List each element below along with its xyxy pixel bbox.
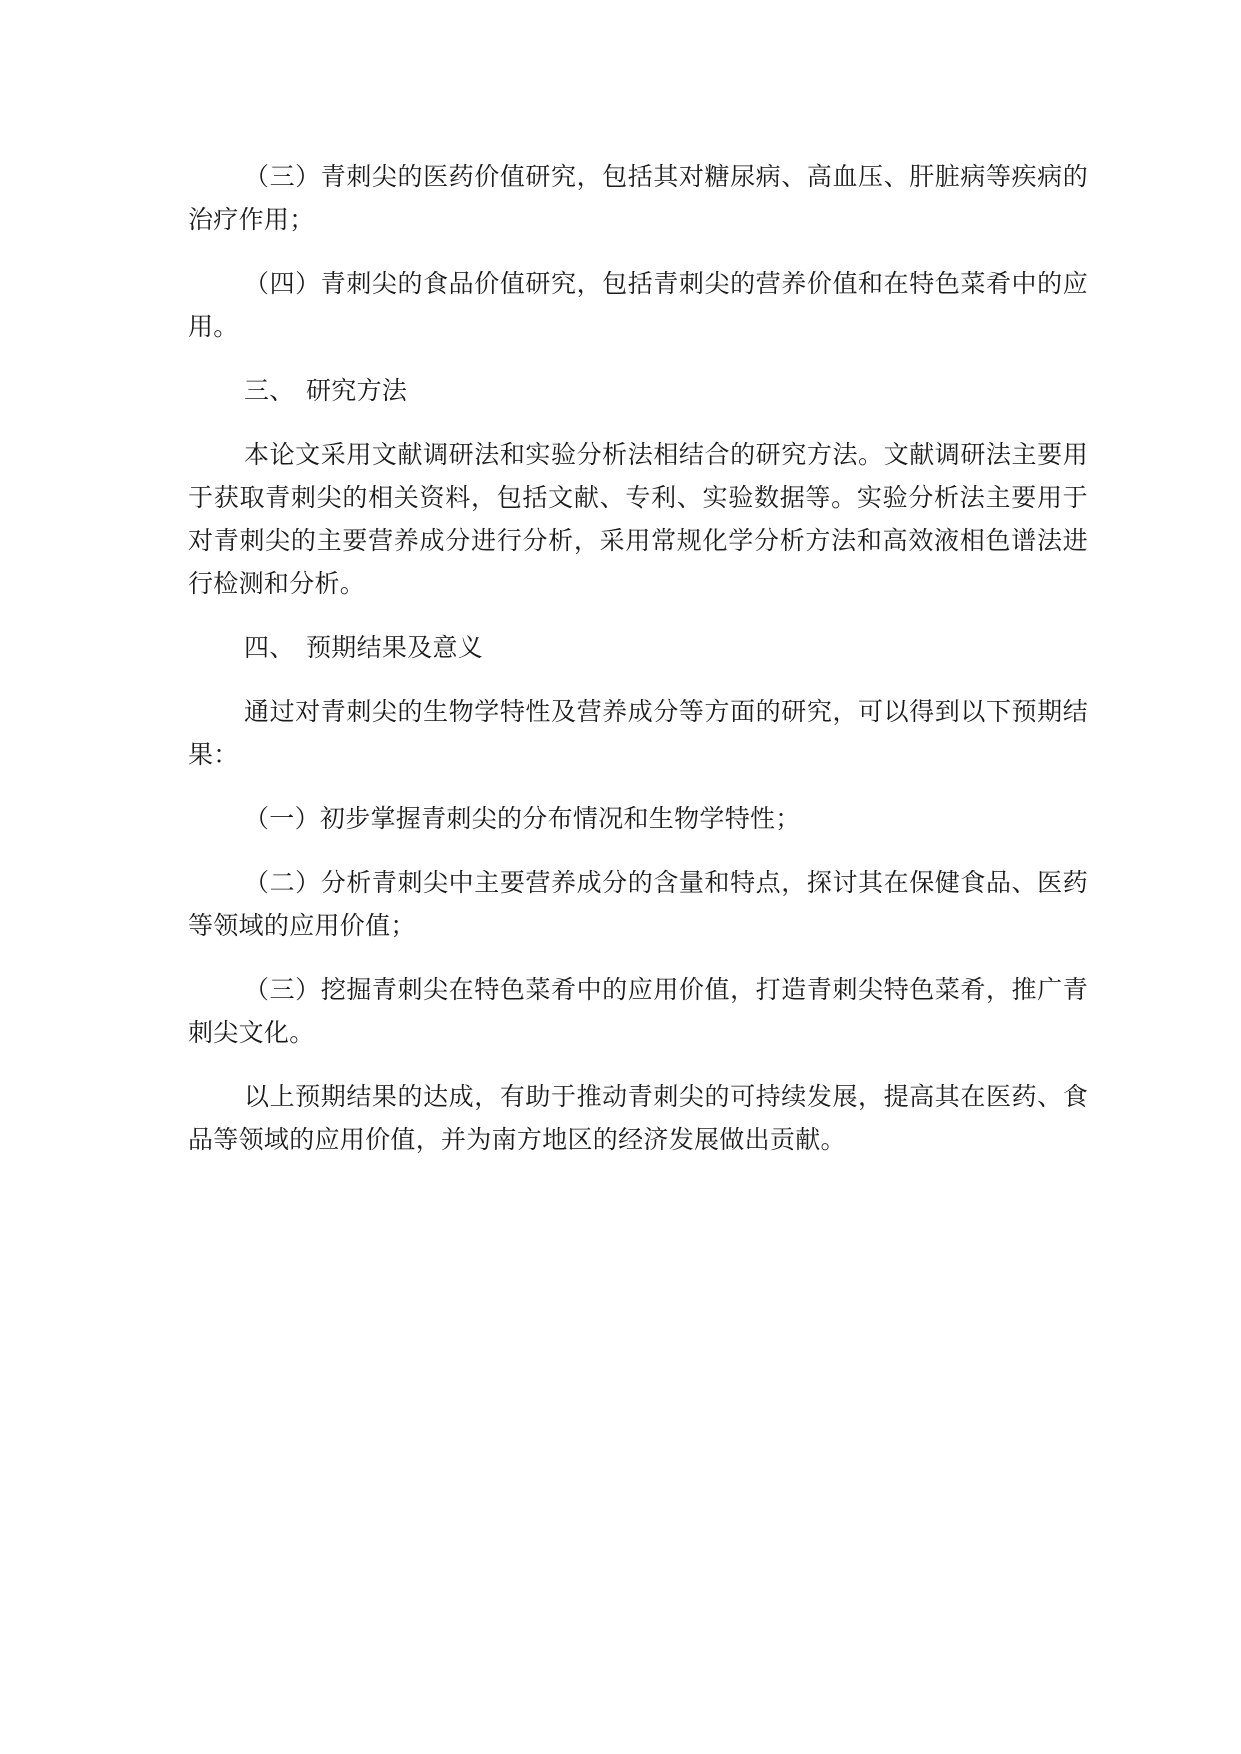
paragraph-results-intro: 通过对青刺尖的生物学特性及营养成分等方面的研究，可以得到以下预期结果： [188, 697, 1088, 769]
paragraph-food-value: （四）青刺尖的食品价值研究，包括青刺尖的营养价值和在特色菜肴中的应用。 [188, 269, 1088, 341]
paragraph-result-two: （二）分析青刺尖中主要营养成分的含量和特点，探讨其在保健食品、医药等领域的应用价值； [188, 868, 1088, 940]
paragraph-result-three: （三）挖掘青刺尖在特色菜肴中的应用价值，打造青刺尖特色菜肴，推广青刺尖文化。 [188, 975, 1088, 1047]
section-title: 研究方法 [306, 376, 408, 405]
paragraph-medical-value: （三）青刺尖的医药价值研究，包括其对糖尿病、高血压、肝脏病等疾病的治疗作用； [188, 162, 1088, 234]
section-number: 四、 [244, 633, 295, 662]
section-heading-methods [188, 369, 1088, 412]
paragraph-methods: 本论文采用文献调研法和实验分析法相结合的研究方法。文献调研法主要用于获取青刺尖的相关资料，包括文献、专利、实验数据等。实验分析法主要用于对青刺尖的主要营养成分进行分析，采用常规化学分析方法和高效液相色谱法进行检测和分析。 [188, 440, 1088, 598]
section-title: 预期结果及意义 [306, 633, 484, 662]
section-number: 三、 [244, 376, 295, 405]
paragraph-conclusion: 以上预期结果的达成，有助于推动青刺尖的可持续发展，提高其在医药、食品等领域的应用价值，并为南方地区的经济发展做出贡献。 [188, 1082, 1088, 1154]
document-body [188, 155, 1088, 1182]
paragraph-result-one: （一）初步掌握青刺尖的分布情况和生物学特性； [244, 804, 801, 833]
section-heading-expected-results [188, 626, 1088, 669]
